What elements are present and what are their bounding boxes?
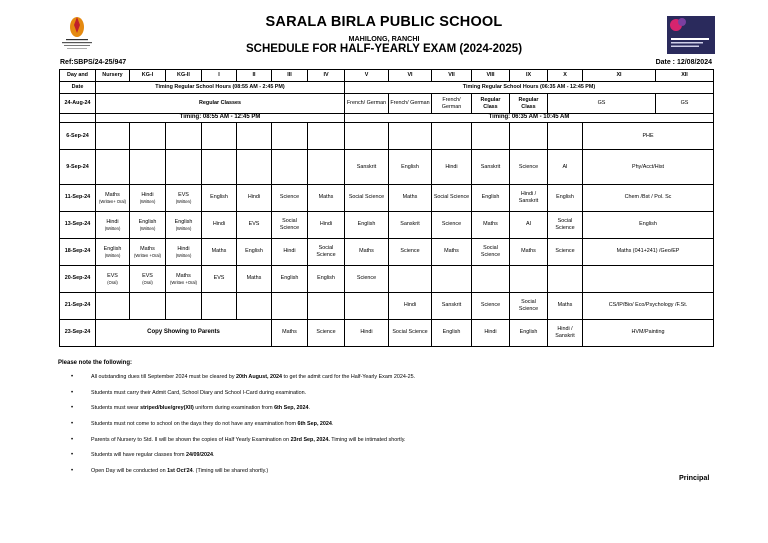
note-item: • Parents of Nursery to Std. II will be shown the copies of Half Yearly Examination on 23rd Sep, 2024. Timing will be intimated shortly.: [71, 436, 406, 443]
subject-cell: EVS (Oral): [130, 265, 166, 292]
subject-cell: [237, 123, 272, 150]
bullet: •: [71, 421, 74, 428]
subject-cell: Maths: [548, 292, 583, 319]
exam-mode: (Written): [175, 225, 192, 231]
subject-cell: Maths: [432, 238, 472, 265]
subject-cell: [308, 123, 345, 150]
subject-cell: Maths: [345, 238, 389, 265]
subject-cell: English: [510, 319, 548, 346]
exam-row: [60, 184, 714, 211]
class-header: V: [345, 70, 389, 82]
class-header: KG-I: [130, 70, 166, 82]
subject-cell: Science: [432, 211, 472, 238]
row-date: 11-Sep-24: [60, 184, 96, 211]
subject-cell: [583, 265, 714, 292]
exam-schedule-table: [59, 69, 714, 347]
exam-row: [60, 292, 714, 319]
exam-mode: (Oral): [142, 279, 153, 285]
subject-cell: [472, 265, 510, 292]
date-label: Date: [60, 82, 96, 94]
subject-cell: Science: [389, 238, 432, 265]
subject-cell: [96, 292, 130, 319]
spacer-cell: [60, 114, 96, 123]
subject-cell: [166, 150, 202, 185]
subject-cell: EVS: [237, 211, 272, 238]
subject-cell: Maths (041+241) /Geo/EP: [583, 238, 714, 265]
subject-cell: EVS (Written): [166, 184, 202, 211]
notes-heading: Please note the following:: [58, 360, 133, 366]
subject-cell: Hindi (Written): [96, 211, 130, 238]
class-header: IX: [510, 70, 548, 82]
subject-cell: Maths: [472, 211, 510, 238]
reference-number: Ref:SBPS/24-25/947: [60, 59, 127, 66]
subject-cell: English (Written): [96, 238, 130, 265]
subject-cell: [166, 123, 202, 150]
subject-cell: [272, 292, 308, 319]
subject-cell: Social Science: [548, 211, 583, 238]
class-header: I: [202, 70, 237, 82]
note-item: • All outstanding dues till September 2024 must be cleared by 20th August, 2024 to get the admit card for the Half-Yearly Exam 2024-25.: [71, 374, 416, 380]
note-item: • Students must not come to school on the days they do not have any examination from 6th Sep, 2024.: [71, 421, 334, 428]
exam-timing-senior: Timing: 06:35 AM - 10:45 AM: [345, 114, 714, 123]
cell: Regular Class: [472, 94, 510, 114]
timing-senior: Timing Regular School Hours (06:35 AM - 12:45 PM): [345, 82, 714, 94]
subject-cell: [345, 123, 389, 150]
exam-row: [60, 150, 714, 185]
subject-cell: CS/IP/Bio/ Eco/Psychology /F.St.: [583, 292, 714, 319]
exam-mode: (Written +Oral): [170, 279, 197, 285]
copy-showing-cell: Copy Showing to Parents: [96, 319, 272, 346]
document-title: SCHEDULE FOR HALF-YEARLY EXAM (2024-2025): [245, 43, 523, 55]
subject-cell: Hindi / Sanskrit: [548, 319, 583, 346]
bullet: •: [71, 374, 74, 380]
subject-cell: [548, 123, 583, 150]
exam-row: [60, 123, 714, 150]
subject-cell: Sanskrit: [389, 211, 432, 238]
exam-row: [60, 238, 714, 265]
subject-cell: Maths (Written +Oral): [166, 265, 202, 292]
bullet: •: [71, 436, 74, 443]
bullet: •: [71, 405, 74, 412]
subject-cell: Phy/Acct/Hist: [583, 150, 714, 185]
subject-cell: Social Science: [272, 211, 308, 238]
subject-cell: [202, 123, 237, 150]
subject-cell: AI: [548, 150, 583, 185]
subject-cell: Social Science: [308, 238, 345, 265]
class-header: VI: [389, 70, 432, 82]
subject-cell: [237, 150, 272, 185]
row-date: 21-Sep-24: [60, 292, 96, 319]
exam-mode: (Written): [139, 225, 156, 231]
subject-cell: Hindi: [472, 319, 510, 346]
subject-cell: Maths (Written+ Oral): [96, 184, 130, 211]
subject-cell: [345, 292, 389, 319]
subject-cell: [432, 265, 472, 292]
row-date: 9-Sep-24: [60, 150, 96, 185]
subject-cell: EVS: [202, 265, 237, 292]
class-header: VIII: [472, 70, 510, 82]
subject-cell: [96, 123, 130, 150]
subject-cell: Social Science: [345, 184, 389, 211]
document-date: Date : 12/08/2024: [655, 59, 712, 66]
day-label: Day and: [60, 70, 96, 82]
subject-cell: Science: [548, 238, 583, 265]
subject-cell: [96, 150, 130, 185]
subject-cell: [389, 123, 432, 150]
subject-cell: [272, 150, 308, 185]
exam-row: [60, 319, 714, 346]
class-header: VII: [432, 70, 472, 82]
exam-mode: (Written): [139, 198, 156, 204]
cell: French/ German: [389, 94, 432, 114]
cell: French/ German: [345, 94, 389, 114]
subject-cell: [130, 150, 166, 185]
class-header: Nursery: [96, 70, 130, 82]
subject-cell: PHE: [583, 123, 714, 150]
subject-cell: English (Written): [130, 211, 166, 238]
row-date: 18-Sep-24: [60, 238, 96, 265]
subject-cell: Chem /Bst / Pol. Sc: [583, 184, 714, 211]
subject-cell: [472, 123, 510, 150]
subject-cell: Science: [472, 292, 510, 319]
subject-cell: Science: [272, 184, 308, 211]
subject-cell: Science: [510, 150, 548, 185]
subject-cell: Maths: [308, 184, 345, 211]
subject-cell: HVM/Painting: [583, 319, 714, 346]
row-date: 23-Sep-24: [60, 319, 96, 346]
subject-cell: English: [345, 211, 389, 238]
cell: GS: [656, 94, 714, 114]
class-header: III: [272, 70, 308, 82]
subject-cell: Maths: [237, 265, 272, 292]
row-date: 13-Sep-24: [60, 211, 96, 238]
subject-cell: Hindi: [272, 238, 308, 265]
subject-cell: Hindi: [389, 292, 432, 319]
exam-mode: (Written): [104, 225, 121, 231]
subject-cell: English (Written): [166, 211, 202, 238]
subject-cell: Sanskrit: [345, 150, 389, 185]
exam-mode: (Written): [175, 252, 192, 258]
exam-row: [60, 211, 714, 238]
subject-cell: [166, 292, 202, 319]
subject-cell: Maths: [510, 238, 548, 265]
subject-cell: Social Science: [472, 238, 510, 265]
note-item: • Students must wear striped/blue/grey(XII) uniform during examination from 6th Sep, 2024.: [71, 405, 311, 412]
principal-signature: Principal: [679, 473, 710, 482]
bullet: •: [71, 468, 74, 475]
class-header: XII: [656, 70, 714, 82]
class-header: KG-II: [166, 70, 202, 82]
subject-cell: [510, 123, 548, 150]
subject-cell: [272, 123, 308, 150]
subject-cell: English: [237, 238, 272, 265]
subject-cell: Social Science: [432, 184, 472, 211]
subject-cell: Hindi: [345, 319, 389, 346]
subject-cell: English: [202, 184, 237, 211]
subject-cell: EVS (Oral): [96, 265, 130, 292]
row-date: 6-Sep-24: [60, 123, 96, 150]
bullet: •: [71, 389, 74, 396]
subject-cell: English: [272, 265, 308, 292]
subject-cell: English: [548, 184, 583, 211]
subject-cell: [130, 292, 166, 319]
subject-cell: Hindi / Sanskrit: [510, 184, 548, 211]
subject-cell: English: [308, 265, 345, 292]
cell: GS: [548, 94, 656, 114]
school-location: MAHILONG, RANCHI: [348, 34, 420, 43]
subject-cell: [202, 150, 237, 185]
subject-cell: English: [389, 150, 432, 185]
exam-mode: (Written): [104, 252, 121, 258]
subject-cell: Science: [345, 265, 389, 292]
subject-cell: [237, 292, 272, 319]
subject-cell: Maths (Written +Oral): [130, 238, 166, 265]
cell: Regular Class: [510, 94, 548, 114]
timing-junior: Timing Regular School Hours (08:55 AM - 2:45 PM): [96, 82, 345, 94]
subject-cell: [510, 265, 548, 292]
subject-cell: English: [432, 319, 472, 346]
subject-cell: Sanskrit: [472, 150, 510, 185]
subject-cell: Sanskrit: [432, 292, 472, 319]
regular-classes: Regular Classes: [96, 94, 345, 114]
subject-cell: English: [583, 211, 714, 238]
subject-cell: [308, 292, 345, 319]
class-header: IV: [308, 70, 345, 82]
school-name: SARALA BIRLA PUBLIC SCHOOL: [265, 14, 503, 30]
exam-row: [60, 265, 714, 292]
subject-cell: English: [472, 184, 510, 211]
row-date: 24-Aug-24: [60, 94, 96, 114]
subject-cell: Maths: [202, 238, 237, 265]
subject-cell: Hindi: [432, 150, 472, 185]
subject-cell: Hindi: [237, 184, 272, 211]
subject-cell: [548, 265, 583, 292]
exam-mode: (Written+ Oral): [99, 198, 126, 204]
subject-cell: Hindi (Written): [166, 238, 202, 265]
cell: French/ German: [432, 94, 472, 114]
exam-mode: (Written +Oral): [134, 252, 161, 258]
note-item: • Open Day will be conducted on 1st Oct'24. (Timing will be shared shortly.): [71, 468, 269, 475]
subject-cell: [202, 292, 237, 319]
subject-cell: [308, 150, 345, 185]
subject-cell: Science: [308, 319, 345, 346]
note-item: • Students will have regular classes from 24/09/2024.: [71, 452, 215, 459]
row-date: 20-Sep-24: [60, 265, 96, 292]
subject-cell: Hindi: [202, 211, 237, 238]
exam-mode: (Written): [175, 198, 192, 204]
subject-cell: AI: [510, 211, 548, 238]
notes-list: [58, 373, 698, 483]
subject-cell: Social Science: [510, 292, 548, 319]
note-item: • Students must carry their Admit Card, School Diary and School I-Card during examination.: [71, 389, 307, 396]
class-header: II: [237, 70, 272, 82]
subject-cell: [432, 123, 472, 150]
bullet: •: [71, 452, 74, 459]
exam-mode: (Oral): [107, 279, 118, 285]
subject-cell: [389, 265, 432, 292]
class-header: X: [548, 70, 583, 82]
class-header: XI: [583, 70, 656, 82]
exam-timing-junior: Timing: 08:55 AM - 12:45 PM: [96, 114, 345, 123]
subject-cell: Social Science: [389, 319, 432, 346]
subject-cell: Hindi (Written): [130, 184, 166, 211]
subject-cell: Hindi: [308, 211, 345, 238]
subject-cell: [130, 123, 166, 150]
subject-cell: Maths: [389, 184, 432, 211]
subject-cell: Maths: [272, 319, 308, 346]
